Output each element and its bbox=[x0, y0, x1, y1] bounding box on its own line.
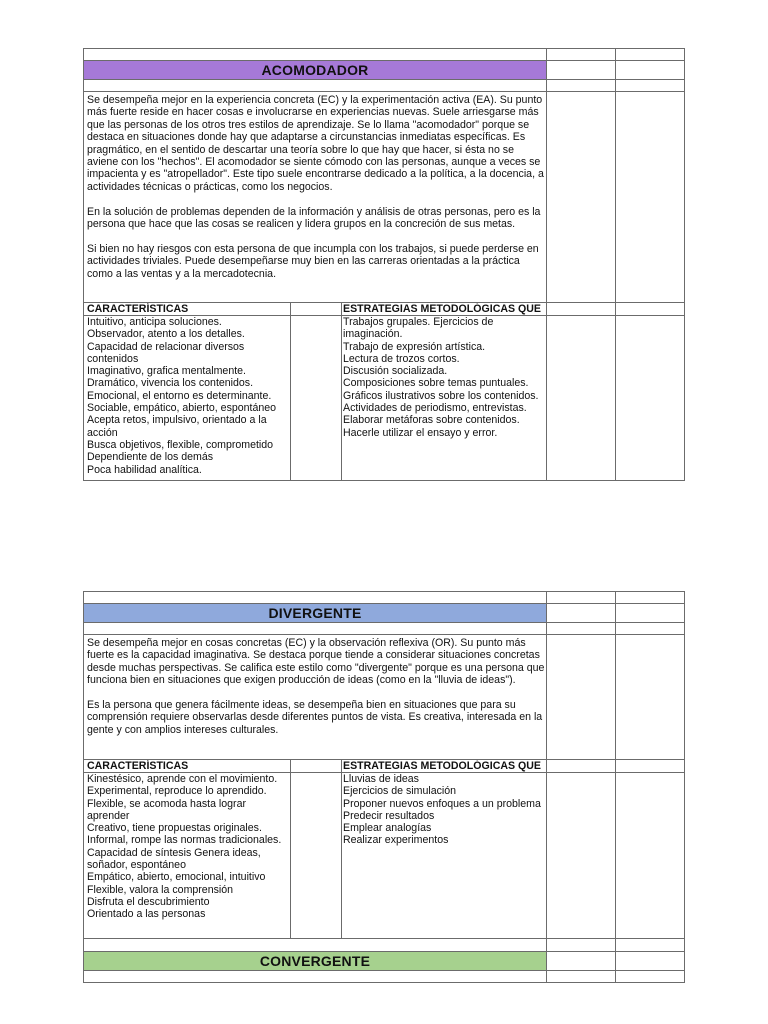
list-item: Lectura de trozos cortos. bbox=[343, 352, 460, 365]
convergente-title-row bbox=[83, 952, 685, 971]
section-title: ACOMODADOR bbox=[84, 61, 546, 79]
list-item: Emocional, el entorno es determinante. bbox=[87, 389, 272, 402]
list-item: Intuitivo, anticipa soluciones. bbox=[87, 316, 222, 328]
characteristics-list bbox=[87, 773, 287, 921]
description-paragraph: Es la persona que genera fácilmente ideas, se desempeña bien en situaciones que para su comprensión requiere observarlas desde diferentes puntos de vista. Es creativa, interesada en la gente y con amplios intereses culturales. bbox=[87, 699, 543, 736]
description-row bbox=[83, 92, 685, 303]
list-item: Lluvias de ideas bbox=[343, 773, 419, 785]
description-row bbox=[83, 635, 685, 760]
section-title-row bbox=[83, 604, 685, 623]
description-paragraph: Se desempeña mejor en cosas concretas (EC) y la observación reflexiva (OR). Su punto más fuerte es la capacidad imaginativa. Se destaca porque tiende a considerar situaciones concretas desde muchas perspectivas. Se califica este estilo como "divergente" porque es una persona que funciona bien en situaciones que exigen producción de ideas (como en la "lluvia de ideas"). bbox=[87, 637, 545, 687]
list-item: Orientado a las personas bbox=[87, 908, 206, 921]
description-paragraph: Se desempeña mejor en la experiencia concreta (EC) y la experimentación activa (EA). Su punto más fuerte reside en hacer cosas e involucrarse en experiencias nuevas. Suele arriesgarse más que las personas de los otros tres estilos de aprendizaje. Se lo llama "acomodador" porque se destaca en situaciones donde hay que adaptarse a circunstancias inmediatas específicas. Es pragmático, en el sentido de descartar una teoría sobre lo que hay que hacer, si ésta no se aviene con los "hechos". El acomodador se siente cómodo con las personas, aunque a veces se impacienta y es "atropellador". Este tipo suele encontrarse dedicado a la política, a la docencia, a actividades técnicas o prácticas, como los negocios. bbox=[87, 94, 544, 193]
list-item: Capacidad de síntesis Genera ideas, soñador, espontáneo bbox=[87, 846, 261, 872]
spacer-row bbox=[83, 971, 685, 983]
list-item: Flexible, se acomoda hasta lograr aprender bbox=[87, 797, 246, 822]
list-item: Creativo, tiene propuestas originales. bbox=[87, 822, 262, 835]
list-item: Observador, atento a los detalles. bbox=[87, 328, 245, 341]
spacer-row bbox=[83, 48, 685, 61]
list-item: Emplear analogías bbox=[343, 822, 432, 835]
section-title: DIVERGENTE bbox=[84, 604, 546, 622]
list-item: Elaborar metáforas sobre contenidos. bbox=[343, 414, 520, 427]
list-item: Composiciones sobre temas puntuales. bbox=[343, 377, 529, 390]
divergente-section bbox=[83, 591, 685, 983]
description bbox=[87, 94, 545, 280]
section-title-row bbox=[83, 61, 685, 80]
list-item: Acepta retos, impulsivo, orientado a la acción bbox=[87, 414, 267, 439]
content-row bbox=[83, 316, 685, 481]
list-item: Imaginativo, grafica mentalmente. bbox=[87, 365, 246, 378]
description-paragraph: Si bien no hay riesgos con esta persona de que incumpla con los trabajos, si puede perderse en actividades triviales. Puede desempeñarse muy bien en las carreras orientadas a la práctica como a las ventas y a la mercadotecnia. bbox=[87, 242, 539, 280]
spacer-row bbox=[83, 623, 685, 635]
list-item: Disfruta el descubrimiento bbox=[87, 895, 210, 908]
column-header-row bbox=[83, 303, 685, 316]
spacer-row bbox=[83, 80, 685, 92]
acomodador-section bbox=[83, 48, 685, 481]
list-item: Dependiente de los demás bbox=[87, 451, 214, 464]
list-item: Hacerle utilizar el ensayo y error. bbox=[343, 426, 498, 439]
strategies-header: ESTRATEGIAS METODOLÓGICAS QUE bbox=[343, 760, 541, 772]
list-item: Flexible, valora la comprensión bbox=[87, 883, 234, 896]
list-item: Experimental, reproduce lo aprendido. bbox=[87, 785, 267, 798]
list-item: Poca habilidad analítica. bbox=[87, 463, 202, 476]
list-item: Discusión socializada. bbox=[343, 365, 448, 378]
spacer-row bbox=[83, 939, 685, 952]
strategies-list bbox=[343, 773, 543, 847]
strategies-list bbox=[343, 316, 543, 439]
list-item: Busca objetivos, flexible, comprometido bbox=[87, 438, 274, 451]
characteristics-header: CARACTERÍSTICAS bbox=[87, 760, 189, 772]
description bbox=[87, 637, 545, 736]
list-item: Trabajos grupales. Ejercicios de imaginación. bbox=[343, 316, 494, 341]
characteristics-list bbox=[87, 316, 287, 476]
list-item: Capacidad de relacionar diversos contenidos bbox=[87, 340, 245, 365]
list-item: Ejercicios de simulación bbox=[343, 785, 457, 798]
list-item: Gráficos ilustrativos sobre los contenidos. bbox=[343, 389, 539, 402]
list-item: Dramático, vivencia los contenidos. bbox=[87, 377, 254, 390]
section-title: CONVERGENTE bbox=[84, 952, 546, 970]
list-item: Kinestésico, aprende con el movimiento. bbox=[87, 773, 278, 785]
list-item: Proponer nuevos enfoques a un problema bbox=[343, 797, 541, 810]
list-item: Predecir resultados bbox=[343, 809, 435, 822]
list-item: Realizar experimentos bbox=[343, 834, 449, 847]
list-item: Trabajo de expresión artística. bbox=[343, 340, 486, 353]
spacer-row bbox=[83, 591, 685, 604]
list-item: Empático, abierto, emocional, intuitivo bbox=[87, 871, 266, 884]
list-item: Informal, rompe las normas tradicionales. bbox=[87, 834, 282, 847]
list-item: Sociable, empático, abierto, espontáneo bbox=[87, 402, 277, 415]
description-paragraph: En la solución de problemas dependen de la información y análisis de otras personas, pero es la persona que hace que las cosas se realicen y lidera grupos en la concreción de sus metas. bbox=[87, 205, 541, 231]
list-item: Actividades de periodismo, entrevistas. bbox=[343, 402, 527, 415]
column-header-row bbox=[83, 760, 685, 773]
content-row bbox=[83, 773, 685, 939]
characteristics-header: CARACTERÍSTICAS bbox=[87, 303, 189, 315]
strategies-header: ESTRATEGIAS METODOLÓGICAS QUE bbox=[343, 303, 541, 315]
